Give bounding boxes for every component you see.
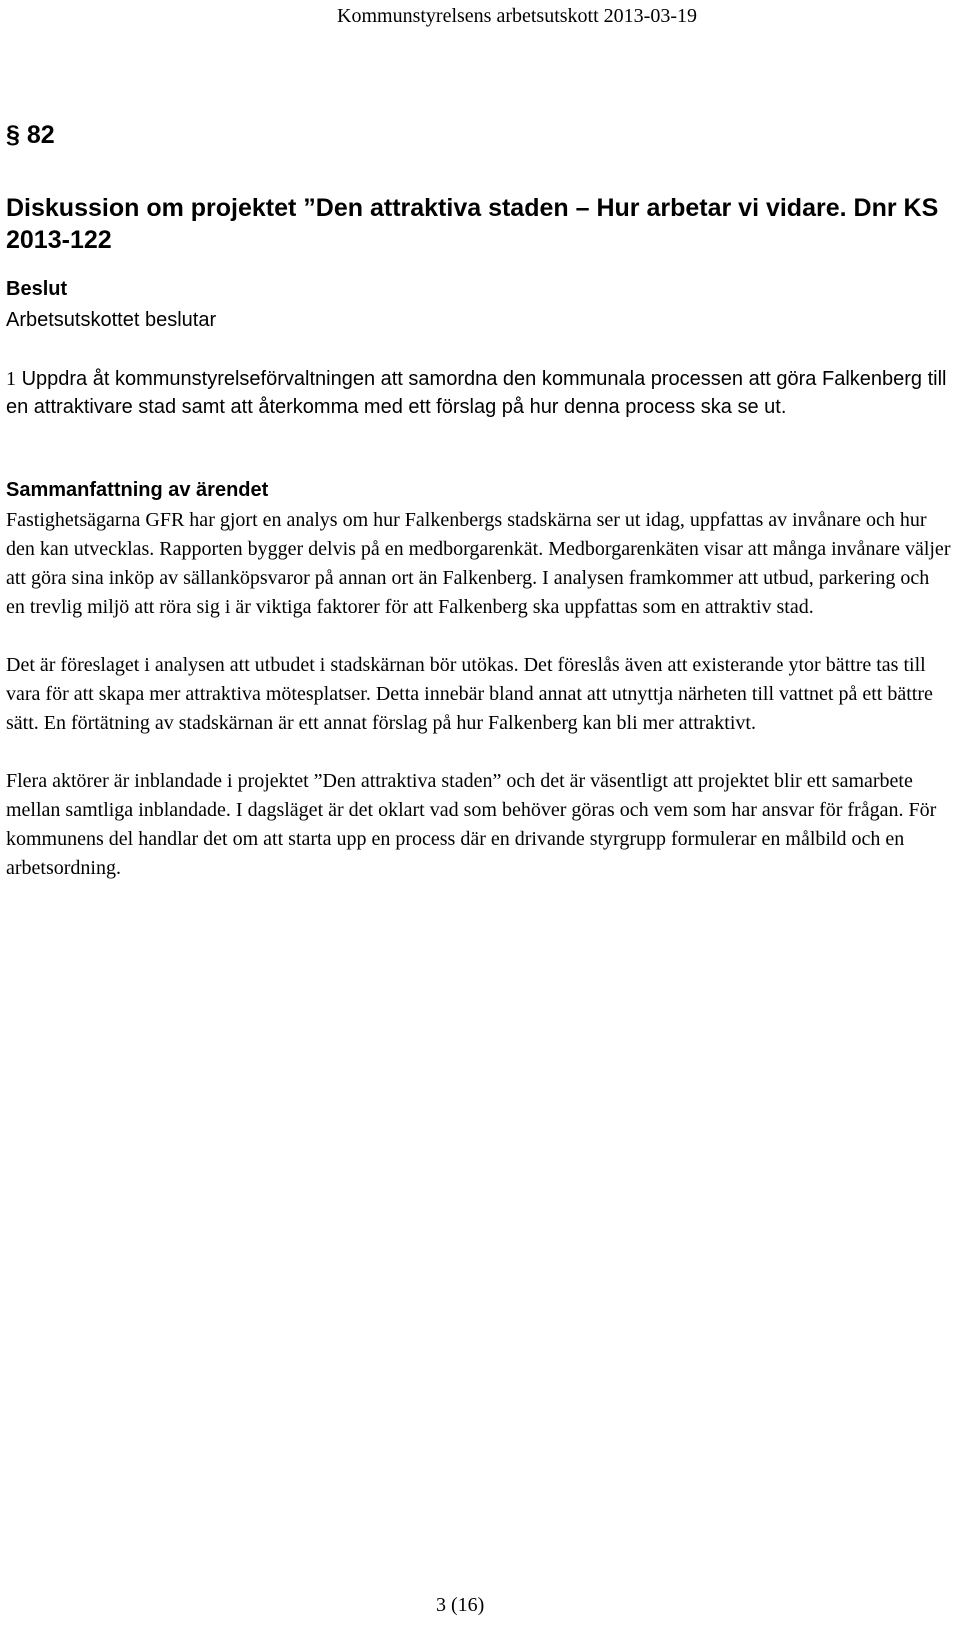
beslut-intro: Arbetsutskottet beslutar [6, 309, 217, 331]
decision-number: 1 [6, 368, 16, 390]
beslut-section [6, 276, 951, 334]
item-title: Diskussion om projektet ”Den attraktiva staden – Hur arbetar vi vidare. Dnr KS 2013-122 [6, 194, 939, 254]
sammanfattning-heading: Sammanfattning av ärendet [6, 479, 269, 501]
running-header: Kommunstyrelsens arbetsutskott 2013-03-19 [337, 5, 697, 27]
summary-paragraph: Det är föreslaget i analysen att utbudet i stadskärnan bör utökas. Det föreslås även att existerande ytor bättre tas till vara för att skapa mer attraktiva mötesplatser. Detta innebär bland annat att utnyttja närheten till vattnet på ett bättre sätt. En förtätning av stadskärnan är ett annat förslag på hur Falkenberg kan bli mer attraktivt. [6, 654, 933, 734]
sammanfattning-section [6, 477, 951, 883]
summary-paragraph: Flera aktörer är inblandade i projektet ”Den attraktiva staden” och det är väsentligt att projektet blir ett samarbete mellan samtliga inblandade. I dagsläget är det oklart vad som behöver göras och vem som har ansvar för frågan. För kommunens del handlar det om att starta upp en process där en drivande styrgrupp formulerar en målbild och en arbetsordning. [6, 770, 937, 879]
beslut-heading: Beslut [6, 278, 68, 300]
page-number: 3 (16) [436, 1594, 485, 1616]
paragraph-number: § 82 [6, 121, 55, 149]
decision-item [6, 365, 951, 421]
summary-paragraph: Fastighetsägarna GFR har gjort en analys om hur Falkenbergs stadskärna ser ut idag, uppfattas av invånare och hur den kan utvecklas. Rapporten bygger delvis på en medborgarenkät. Medborgarenkäten visar att många invånare väljer att göra sina inköp av sällanköpsvaror på annan ort än Falkenberg. I analysen framkommer att utbud, parkering och en trevlig miljö att röra sig i är viktiga faktorer för att Falkenberg ska uppfattas som en attraktiv stad. [6, 509, 951, 618]
decision-text: Uppdra åt kommunstyrelseförvaltningen att samordna den kommunala processen att göra Falkenberg till en attraktivare stad samt att återkomma med ett förslag på hur denna process ska se ut. [6, 368, 947, 418]
